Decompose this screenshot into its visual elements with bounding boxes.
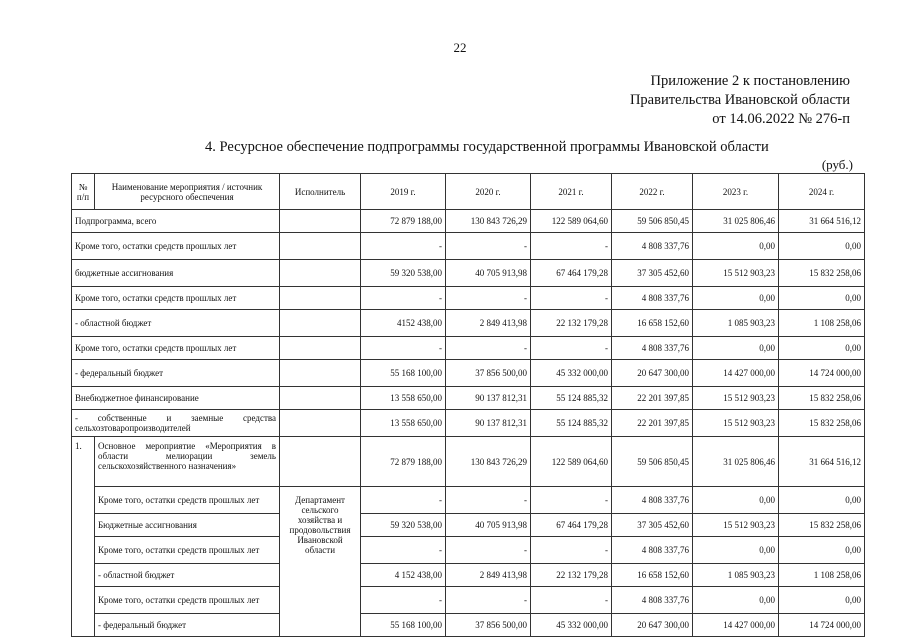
executor-cell xyxy=(280,410,361,437)
value-2019: - xyxy=(361,587,446,614)
value-2021: 45 332 000,00 xyxy=(531,614,612,637)
value-2019: - xyxy=(361,287,446,310)
value-2019: 55 168 100,00 xyxy=(361,614,446,637)
value-2022: 4 808 337,76 xyxy=(612,337,693,360)
value-2019: - xyxy=(361,487,446,514)
row-label: Бюджетные ассигнования xyxy=(95,514,280,537)
value-2022: 20 647 300,00 xyxy=(612,614,693,637)
currency-unit: (руб.) xyxy=(821,157,853,172)
resource-table xyxy=(71,173,865,637)
row-label: - областной бюджет xyxy=(72,310,280,337)
value-2023: 0,00 xyxy=(693,287,779,310)
value-2023: 0,00 xyxy=(693,587,779,614)
value-2020: - xyxy=(446,233,531,260)
value-2022: 4 808 337,76 xyxy=(612,287,693,310)
header-2021: 2021 г. xyxy=(531,174,612,210)
value-2023: 1 085 903,23 xyxy=(693,564,779,587)
value-2021: - xyxy=(531,337,612,360)
value-2021: - xyxy=(531,537,612,564)
value-2024: 0,00 xyxy=(779,587,865,614)
value-2019: 72 879 188,00 xyxy=(361,437,446,487)
value-2019: 13 558 650,00 xyxy=(361,410,446,437)
value-2019: 13 558 650,00 xyxy=(361,387,446,410)
value-2022: 20 647 300,00 xyxy=(612,360,693,387)
value-2023: 0,00 xyxy=(693,487,779,514)
executor-cell xyxy=(280,437,361,487)
executor-cell xyxy=(280,260,361,287)
header-index: № п/п xyxy=(72,174,95,210)
value-2022: 22 201 397,85 xyxy=(612,410,693,437)
appendix-line-2: Правительства Ивановской области xyxy=(629,92,850,108)
row-label: Кроме того, остатки средств прошлых лет xyxy=(72,337,280,360)
table-row xyxy=(72,360,865,387)
value-2020: - xyxy=(446,537,531,564)
table-row xyxy=(72,310,865,337)
table-row xyxy=(72,614,865,637)
value-2019: 59 320 538,00 xyxy=(361,514,446,537)
value-2022: 16 658 152,60 xyxy=(612,564,693,587)
row-label: Подпрограмма, всего xyxy=(72,210,280,233)
table-row xyxy=(72,537,865,564)
value-2024: 0,00 xyxy=(779,537,865,564)
executor-cell xyxy=(280,233,361,260)
value-2022: 4 808 337,76 xyxy=(612,233,693,260)
value-2024: 0,00 xyxy=(779,487,865,514)
row-label: - федеральный бюджет xyxy=(95,614,280,637)
header-2024: 2024 г. xyxy=(779,174,865,210)
value-2020: 2 849 413,98 xyxy=(446,310,531,337)
value-2023: 31 025 806,46 xyxy=(693,437,779,487)
value-2024: 1 108 258,06 xyxy=(779,564,865,587)
value-2021: 45 332 000,00 xyxy=(531,360,612,387)
value-2020: 37 856 500,00 xyxy=(446,614,531,637)
value-2019: - xyxy=(361,337,446,360)
row-label-line-2: сельхозтоваропроизводителей xyxy=(75,423,191,433)
value-2019: - xyxy=(361,537,446,564)
value-2023: 0,00 xyxy=(693,337,779,360)
section-title: 4. Ресурсное обеспечение подпрограммы государственной программы Ивановской области xyxy=(205,139,769,155)
header-2019: 2019 г. xyxy=(361,174,446,210)
value-2020: 130 843 726,29 xyxy=(446,437,531,487)
table-row xyxy=(72,260,865,287)
value-2019: 59 320 538,00 xyxy=(361,260,446,287)
header-2022: 2022 г. xyxy=(612,174,693,210)
value-2024: 15 832 258,06 xyxy=(779,260,865,287)
activity-name-line-1: Основное мероприятие «Мероприятия в xyxy=(98,441,276,451)
row-label: Кроме того, остатки средств прошлых лет xyxy=(95,587,280,614)
row-label: Кроме того, остатки средств прошлых лет xyxy=(72,233,280,260)
table-row xyxy=(72,287,865,310)
value-2020: 90 137 812,31 xyxy=(446,410,531,437)
value-2021: - xyxy=(531,587,612,614)
value-2023: 0,00 xyxy=(693,233,779,260)
table-row xyxy=(72,487,865,514)
value-2024: 15 832 258,06 xyxy=(779,514,865,537)
value-2019: - xyxy=(361,233,446,260)
table-row xyxy=(72,210,865,233)
value-2024: 14 724 000,00 xyxy=(779,360,865,387)
value-2023: 15 512 903,23 xyxy=(693,260,779,287)
value-2023: 15 512 903,23 xyxy=(693,410,779,437)
value-2021: - xyxy=(531,287,612,310)
value-2024: 15 832 258,06 xyxy=(779,410,865,437)
value-2023: 1 085 903,23 xyxy=(693,310,779,337)
value-2023: 14 427 000,00 xyxy=(693,360,779,387)
row-label-line-1: - собственные и заемные средства xyxy=(75,413,276,423)
value-2021: - xyxy=(531,233,612,260)
value-2024: 0,00 xyxy=(779,337,865,360)
value-2022: 59 506 850,45 xyxy=(612,210,693,233)
value-2023: 14 427 000,00 xyxy=(693,614,779,637)
value-2022: 37 305 452,60 xyxy=(612,514,693,537)
row-label: бюджетные ассигнования xyxy=(72,260,280,287)
value-2020: - xyxy=(446,587,531,614)
value-2021: 55 124 885,32 xyxy=(531,410,612,437)
value-2021: 67 464 179,28 xyxy=(531,514,612,537)
value-2024: 0,00 xyxy=(779,233,865,260)
value-2023: 31 025 806,46 xyxy=(693,210,779,233)
header-executor: Исполнитель xyxy=(280,174,361,210)
row-label: - федеральный бюджет xyxy=(72,360,280,387)
table-row xyxy=(72,387,865,410)
value-2020: 40 705 913,98 xyxy=(446,260,531,287)
value-2022: 22 201 397,85 xyxy=(612,387,693,410)
executor-cell xyxy=(280,387,361,410)
value-2020: 40 705 913,98 xyxy=(446,514,531,537)
value-2020: - xyxy=(446,487,531,514)
executor-cell xyxy=(280,360,361,387)
value-2021: 67 464 179,28 xyxy=(531,260,612,287)
appendix-header xyxy=(630,72,850,129)
value-2024: 1 108 258,06 xyxy=(779,310,865,337)
value-2021: 22 132 179,28 xyxy=(531,564,612,587)
table-row xyxy=(72,587,865,614)
table-header-row xyxy=(72,174,865,210)
row-label xyxy=(72,410,280,437)
value-2020: 37 856 500,00 xyxy=(446,360,531,387)
value-2021: - xyxy=(531,487,612,514)
value-2019: 4 152 438,00 xyxy=(361,564,446,587)
activity-name-line-3: сельскохозяйственного назначения» xyxy=(98,461,237,471)
value-2022: 4 808 337,76 xyxy=(612,587,693,614)
row-label: Кроме того, остатки средств прошлых лет xyxy=(72,287,280,310)
value-2022: 4 808 337,76 xyxy=(612,487,693,514)
row-label: Внебюджетное финансирование xyxy=(72,387,280,410)
header-2023: 2023 г. xyxy=(693,174,779,210)
table-row xyxy=(72,514,865,537)
value-2024: 14 724 000,00 xyxy=(779,614,865,637)
row-label: - областной бюджет xyxy=(95,564,280,587)
value-2024: 31 664 516,12 xyxy=(779,210,865,233)
value-2021: 55 124 885,32 xyxy=(531,387,612,410)
page-number: 22 xyxy=(453,40,467,55)
value-2020: - xyxy=(446,287,531,310)
value-2019: 4152 438,00 xyxy=(361,310,446,337)
executor-cell xyxy=(280,337,361,360)
value-2020: 90 137 812,31 xyxy=(446,387,531,410)
executor-cell xyxy=(280,210,361,233)
value-2020: 130 843 726,29 xyxy=(446,210,531,233)
row-label: Кроме того, остатки средств прошлых лет xyxy=(95,537,280,564)
value-2019: 72 879 188,00 xyxy=(361,210,446,233)
value-2023: 0,00 xyxy=(693,537,779,564)
value-2019: 55 168 100,00 xyxy=(361,360,446,387)
row-label: Кроме того, остатки средств прошлых лет xyxy=(95,487,280,514)
activity-name xyxy=(95,437,280,487)
appendix-line-3: от 14.06.2022 № 276-п xyxy=(712,111,850,127)
value-2024: 31 664 516,12 xyxy=(779,437,865,487)
header-2020: 2020 г. xyxy=(446,174,531,210)
value-2022: 16 658 152,60 xyxy=(612,310,693,337)
value-2023: 15 512 903,23 xyxy=(693,514,779,537)
value-2020: 2 849 413,98 xyxy=(446,564,531,587)
activity-name-line-2: области мелиорации земель xyxy=(98,451,276,461)
activity-row xyxy=(72,437,865,487)
activity-index: 1. xyxy=(72,437,95,637)
executor-cell xyxy=(280,310,361,337)
value-2024: 0,00 xyxy=(779,287,865,310)
appendix-line-1: Приложение 2 к постановлению xyxy=(650,73,850,89)
executor-department: Департамент сельского хозяйства и продовольствия Ивановской области xyxy=(280,487,361,637)
table-row xyxy=(72,337,865,360)
value-2022: 37 305 452,60 xyxy=(612,260,693,287)
value-2020: - xyxy=(446,337,531,360)
header-name: Наименование мероприятия / источник ресурсного обеспечения xyxy=(95,174,280,210)
value-2022: 59 506 850,45 xyxy=(612,437,693,487)
value-2024: 15 832 258,06 xyxy=(779,387,865,410)
value-2023: 15 512 903,23 xyxy=(693,387,779,410)
executor-cell xyxy=(280,287,361,310)
table-row xyxy=(72,233,865,260)
table-row xyxy=(72,564,865,587)
value-2022: 4 808 337,76 xyxy=(612,537,693,564)
value-2021: 122 589 064,60 xyxy=(531,437,612,487)
value-2021: 22 132 179,28 xyxy=(531,310,612,337)
value-2021: 122 589 064,60 xyxy=(531,210,612,233)
table-row xyxy=(72,410,865,437)
